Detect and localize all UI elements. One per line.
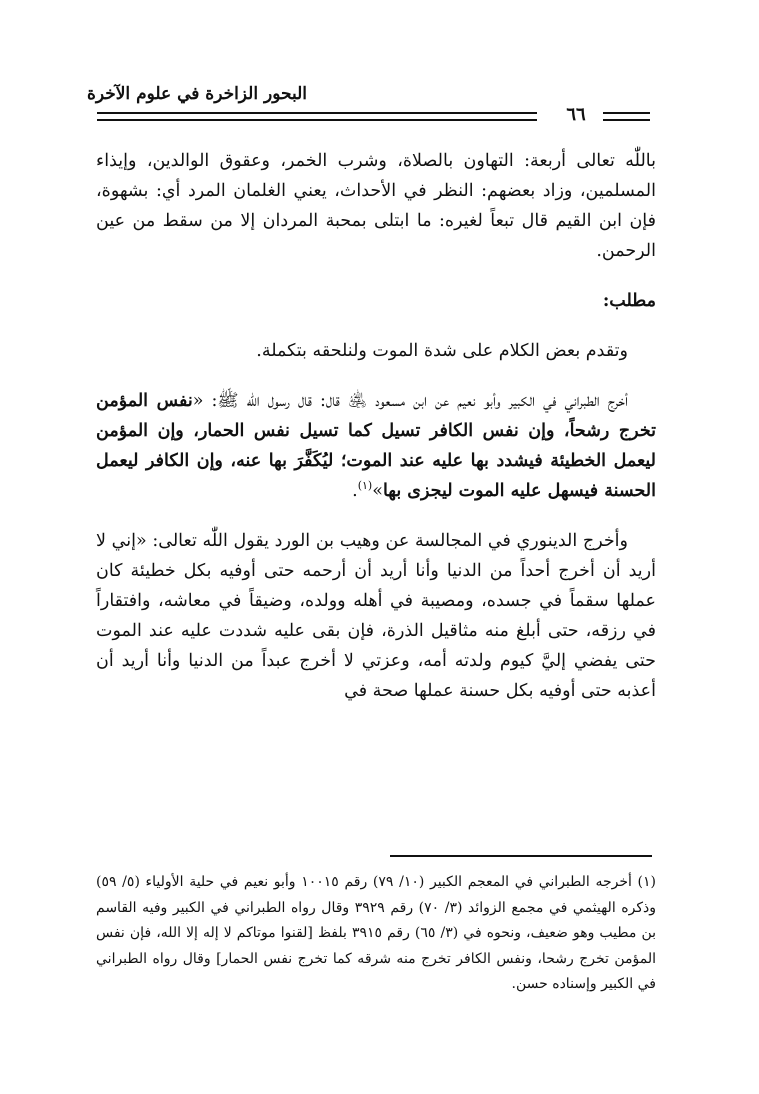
footnote-ref: (١)	[357, 479, 373, 493]
paragraph-1: باللّٰه تعالى أربعة: التهاون بالصلاة، وشرب الخمر، وعقوق الوالدين، وإيذاء المسلمين، وزاد بعضهم: النظر في الأحداث، يعني الغلمان المرد أي: بشهوة، فإن ابن القيم قال تبعاً لغيره: ما ابتلى بمحبة المردان إلا من سقط من عين الرحمن.	[96, 151, 656, 261]
header-rule	[603, 112, 650, 114]
page-number: ٦٦	[566, 104, 586, 125]
footnote-1: (١) أخرجه الطبراني في المعجم الكبير (١٠/ ٧٩) رقم ١٠٠١٥ وأبو نعيم في حلية الأولياء (٥/ ٥٩) وذكره الهيثمي في مجمع الزوائد (٣/ ٧٠) رقم ٣٩٢٩ وقال رواه الطبراني في الكبير وفيه القاسم بن مطيب وهو ضعيف، ونحوه في (٣/ ٦٥) رقم ٣٩١٥ بلفظ [لقنوا موتاكم لا إله إلا الله، فإن نفس المؤمن تخرج رشحا، ونفس الكافر تخرج منه شرقه كما تخرج نفس الحمار] وقال رواه الطبراني في الكبير وإسناده حسن.	[96, 874, 657, 992]
header-rule	[603, 119, 650, 121]
footnotes	[96, 870, 656, 998]
hadith-text: نفس المؤمن تخرج رشحاً، وإن نفس الكافر تسيل كما تسيل نفس الحمار، وإن المؤمن ليعمل الخطيئة فيشدد بها عليه عند الموت؛ ليُكَفَّرَ بها عنه، وإن الكافر ليعمل الحسنة فيسهل عليه الموت ليجزى بها	[96, 391, 656, 501]
running-title: البحور الزاخرة في علوم الآخرة	[86, 84, 307, 104]
header-rule	[97, 112, 537, 114]
paragraph-3	[96, 386, 656, 506]
header-rule	[97, 119, 537, 121]
section-heading: مطلب:	[602, 291, 656, 311]
hadith-end: .	[352, 481, 358, 501]
hadith-close: »	[372, 481, 383, 501]
hadith-intro: أخرج الطبراني في الكبير وأبو نعيم عن ابن مسعود ﵁ قال: قال رسول اللّٰه ﷺ: «	[192, 391, 628, 411]
paragraph-2: وتقدم بعض الكلام على شدة الموت ولنلحقه بتكملة.	[256, 341, 628, 361]
main-text	[96, 146, 656, 706]
paragraph-4: وأخرج الدينوري في المجالسة عن وهيب بن الورد يقول اللّٰه تعالى: «إني لا أريد أن أخرج أحداً من الدنيا وأنا أريد أن أرحمه حتى أوفيه بكل خطيئة كان عملها سقماً في جسده، ومصيبة في أهله وولده، وضيقاً في معاشه، وافتقاراً في رزقه، حتى أبلغ منه مثاقيل الذرة، فإن بقى عليه شددت عليه عند الموت حتى يفضي إليَّ كيوم ولدته أمه، وعزتي لا أخرج عبداً من الدنيا وأنا أريد أن أعذبه حتى أوفيه بكل حسنة عملها صحة في	[96, 531, 656, 701]
footnote-separator	[390, 855, 652, 857]
